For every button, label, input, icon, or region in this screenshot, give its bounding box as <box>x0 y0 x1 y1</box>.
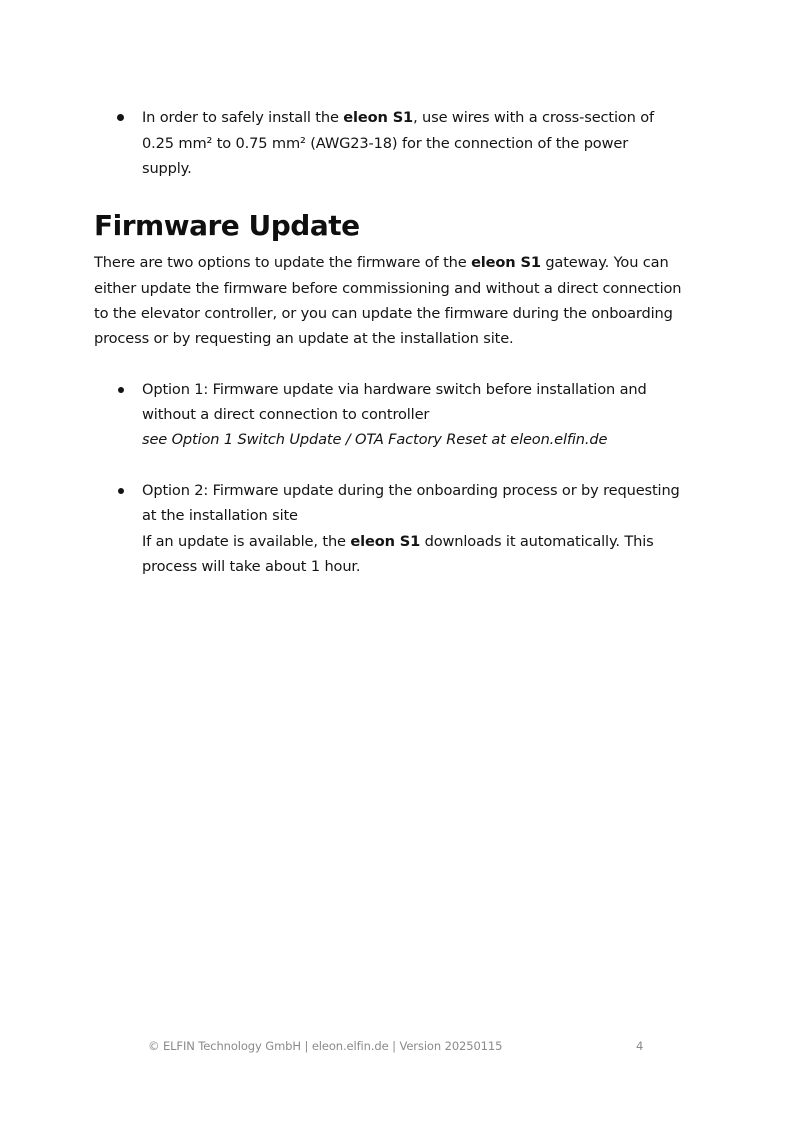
option2-line-3 <box>142 532 654 552</box>
install-note-line-2: 0.25 mm² to 0.75 mm² (AWG23-18) for the connection of the power <box>142 135 629 152</box>
option1-reference: see Option 1 Switch Update / OTA Factory Reset at eleon.elfin.de <box>142 431 608 448</box>
product-name-bold: eleon S1 <box>343 109 414 126</box>
install-note-text: In order to safely install the <box>142 109 344 126</box>
intro-text: gateway. You can <box>540 254 669 271</box>
bullet-marker <box>117 114 124 121</box>
intro-line-1 <box>94 253 669 273</box>
option1-line-1: Option 1: Firmware update via hardware switch before installation and <box>142 381 647 398</box>
option1-line-2: without a direct connection to controller <box>142 406 430 423</box>
option2-text: downloads it automatically. This <box>420 533 654 550</box>
option2-line-1: Option 2: Firmware update during the onboarding process or by requesting <box>142 482 680 499</box>
option2-line-4: process will take about 1 hour. <box>142 558 361 575</box>
intro-line-3: to the elevator controller, or you can update the firmware during the onboarding <box>94 305 673 322</box>
footer-text: © ELFIN Technology GmbH | eleon.elfin.de | Version 20250115 <box>148 1039 503 1053</box>
intro-line-4: process or by requesting an update at the installation site. <box>94 330 514 347</box>
option2-line-2: at the installation site <box>142 507 298 524</box>
intro-line-2: either update the firmware before commissioning and without a direct connection <box>94 280 682 297</box>
option2-text: If an update is available, the <box>142 533 351 550</box>
install-note-line-1 <box>142 108 654 128</box>
install-note-text: , use wires with a cross-section of <box>413 109 655 126</box>
product-name-bold: eleon S1 <box>471 254 541 271</box>
bullet-marker <box>118 488 124 494</box>
page-number: 4 <box>636 1039 644 1053</box>
product-name-bold: eleon S1 <box>350 533 421 550</box>
intro-text: There are two options to update the firmware of the <box>94 254 472 271</box>
install-note-line-3: supply. <box>142 160 192 177</box>
bullet-marker <box>118 387 124 393</box>
section-heading: Firmware Update <box>94 209 360 242</box>
